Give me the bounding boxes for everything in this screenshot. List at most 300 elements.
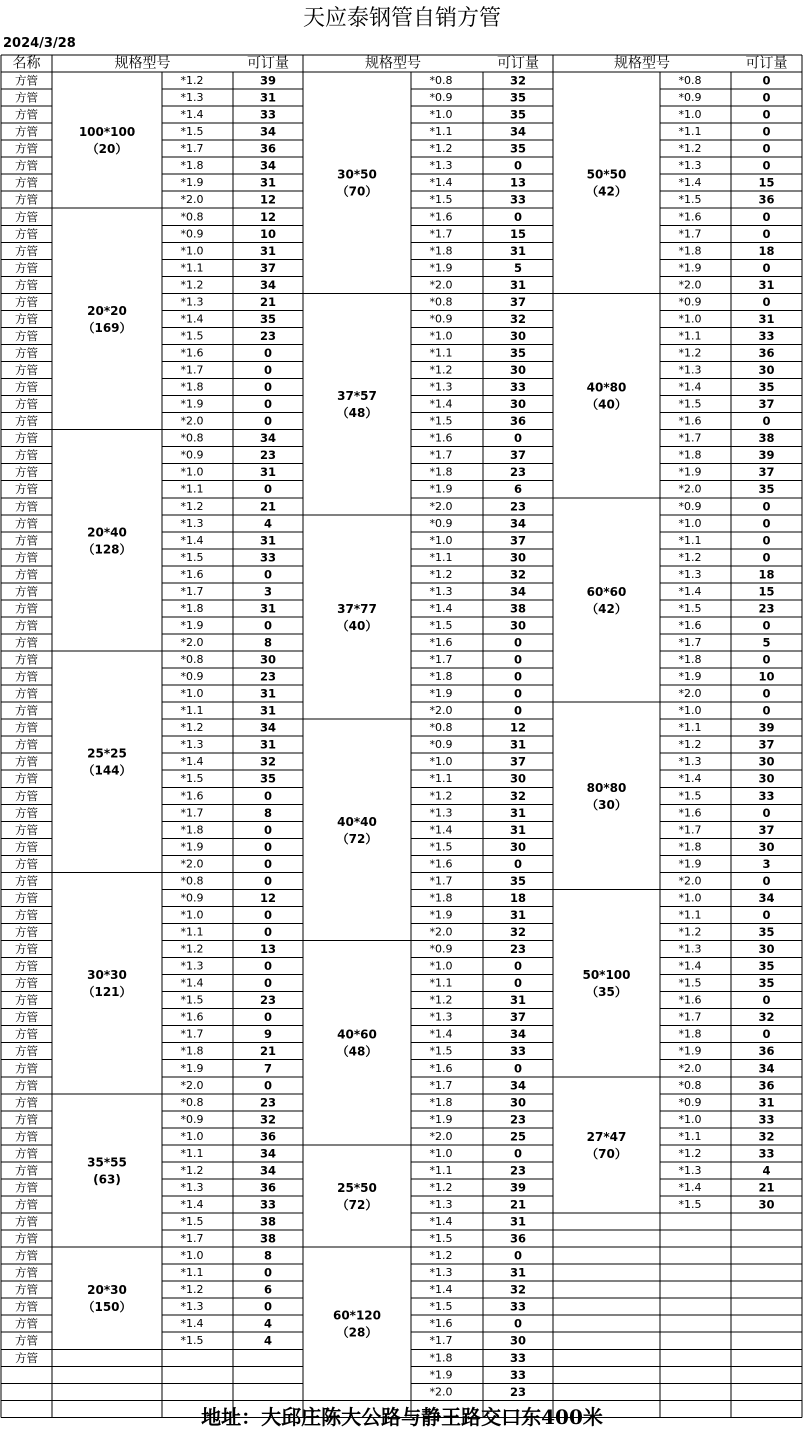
qty-value: 0 [762,90,771,105]
spec-value: *2.0 [429,1129,453,1143]
qty-value: 39 [758,720,775,735]
spec-value: *1.0 [678,516,702,530]
qty-value: 23 [259,669,277,684]
group-size: 35*55 [87,1155,127,1170]
spec-value: *1.5 [180,329,204,343]
group-size: 20*30 [87,1283,127,1298]
qty-value: 15 [509,226,527,241]
spec-value: *1.3 [429,380,453,394]
qty-value: 32 [509,788,527,803]
row-name: 方管 [15,890,38,905]
qty-value: 0 [263,839,273,854]
qty-value: 0 [263,1299,273,1314]
qty-value: 15 [758,584,775,599]
qty-value: 37 [758,397,775,412]
qty-value: 23 [509,1163,527,1178]
spec-value: *0.8 [429,295,453,309]
qty-value: 31 [509,993,527,1008]
qty-value: 31 [259,737,277,752]
row-name: 方管 [15,192,38,207]
qty-value: 30 [758,771,775,786]
spec-value: *1.0 [429,533,453,547]
qty-value: 0 [263,959,273,974]
qty-value: 37 [758,465,775,480]
row-name: 方管 [15,1027,38,1042]
qty-value: 36 [259,1180,277,1195]
qty-value: 0 [513,635,523,650]
spec-value: *1.3 [180,295,204,309]
group-total: （48） [336,1044,378,1059]
spec-value: *1.8 [429,891,453,905]
spec-value: *1.3 [429,1197,453,1211]
qty-value: 0 [762,533,771,548]
spec-value: *2.0 [180,193,204,207]
qty-value: 12 [259,192,277,207]
qty-value: 34 [259,1163,277,1178]
spec-value: *1.6 [429,210,453,224]
spec-value: *1.5 [678,601,702,615]
spec-value: *1.2 [180,942,204,956]
group-total: （169） [82,320,132,335]
qty-value: 23 [758,601,775,616]
qty-value: 38 [758,431,775,446]
group-total: （42） [586,601,627,616]
qty-value: 31 [509,277,527,292]
qty-value: 30 [758,839,775,854]
group-size: 25*50 [337,1180,377,1195]
group-size: 30*30 [87,968,127,983]
spec-value: *1.7 [678,431,702,445]
qty-value: 30 [758,363,775,378]
qty-value: 30 [259,652,277,667]
spec-value: *1.4 [429,601,453,615]
qty-value: 0 [263,1265,273,1280]
spec-value: *1.5 [180,125,204,139]
spec-value: *1.2 [429,363,453,377]
spec-value: *1.8 [180,823,204,837]
spec-value: *1.1 [429,125,453,139]
row-name: 方管 [15,959,38,974]
spec-value: *1.2 [180,1163,204,1177]
row-name: 方管 [15,1265,38,1280]
spec-value: *1.3 [429,159,453,173]
spec-value: *1.7 [429,653,453,667]
qty-value: 0 [513,856,523,871]
row-name: 方管 [15,839,38,854]
qty-value: 0 [762,294,771,309]
group-size: 25*25 [87,746,127,761]
spec-value: *0.9 [429,738,453,752]
qty-value: 35 [758,959,775,974]
spec-value: *1.5 [429,1300,453,1314]
spec-value: *1.1 [180,704,204,718]
spec-value: *1.1 [429,346,453,360]
qty-value: 5 [762,635,771,650]
qty-value: 8 [263,805,273,820]
spec-value: *2.0 [678,874,702,888]
spec-value: *1.9 [678,857,702,871]
row-name: 方管 [15,482,38,497]
spec-value: *1.1 [429,976,453,990]
spec-value: *1.7 [180,1232,204,1246]
group-total: （20） [86,142,128,157]
qty-value: 21 [259,1044,277,1059]
spec-value: *1.7 [678,227,702,241]
row-name: 方管 [15,1180,38,1195]
qty-value: 0 [263,380,273,395]
spec-value: *1.5 [429,414,453,428]
row-name: 方管 [15,1112,38,1127]
row-name: 方管 [15,294,38,309]
qty-value: 33 [758,1146,775,1161]
qty-value: 0 [762,226,771,241]
qty-value: 35 [509,345,527,360]
qty-value: 15 [758,175,775,190]
row-name: 方管 [15,465,38,480]
header-qty: 可订量 [247,55,289,72]
row-name: 方管 [15,516,38,531]
qty-value: 38 [509,601,527,616]
spec-value: *1.1 [678,533,702,547]
qty-value: 18 [758,243,775,258]
spec-value: *1.9 [429,482,453,496]
qty-value: 0 [263,822,273,837]
spec-value: *1.3 [180,1180,204,1194]
spec-value: *1.0 [678,891,702,905]
qty-value: 31 [259,465,277,480]
qty-value: 6 [513,482,523,497]
spec-value: *1.1 [180,1146,204,1160]
address-footer: 地址：大邱庄陈大公路与静王路交口东400米 [201,1405,603,1429]
qty-value: 31 [509,1265,527,1280]
qty-value: 35 [758,482,775,497]
spec-value: *1.7 [429,448,453,462]
spec-value: *0.8 [429,721,453,735]
spec-value: *1.2 [180,278,204,292]
spec-value: *1.6 [429,636,453,650]
qty-value: 6 [263,1282,273,1297]
qty-value: 21 [259,294,277,309]
group-total: （42） [586,184,627,199]
spec-value: *1.1 [180,925,204,939]
header-name: 名称 [12,55,41,72]
qty-value: 30 [758,754,775,769]
qty-value: 0 [263,482,273,497]
spec-value: *1.1 [678,1129,702,1143]
qty-value: 33 [509,380,527,395]
spec-value: *1.2 [678,142,702,156]
spec-value: *1.8 [678,840,702,854]
row-name: 方管 [15,1078,38,1093]
row-name: 方管 [15,73,38,88]
spec-value: *0.9 [180,1112,204,1126]
row-name: 方管 [15,1350,38,1365]
qty-value: 33 [259,107,277,122]
qty-value: 31 [259,601,277,616]
qty-value: 23 [509,465,527,480]
qty-value: 39 [758,448,775,463]
header-spec: 规格型号 [114,55,171,72]
qty-value: 8 [263,635,273,650]
qty-value: 0 [762,141,771,156]
qty-value: 33 [758,328,775,343]
qty-value: 12 [509,720,527,735]
qty-value: 23 [509,1384,527,1399]
spec-value: *1.4 [678,1180,702,1194]
qty-value: 32 [509,1282,527,1297]
spec-value: *1.1 [678,125,702,139]
qty-value: 0 [762,873,771,888]
qty-value: 8 [263,1248,273,1263]
qty-value: 0 [762,907,771,922]
qty-value: 34 [758,1061,775,1076]
spec-value: *1.3 [678,363,702,377]
spec-value: *0.9 [678,1095,702,1109]
qty-value: 31 [259,90,277,105]
qty-value: 33 [509,1367,527,1382]
group-total: （72） [336,831,378,846]
row-name: 方管 [15,993,38,1008]
qty-value: 21 [259,499,277,514]
qty-value: 33 [509,1044,527,1059]
row-name: 方管 [15,618,38,633]
spec-value: *0.8 [180,1095,204,1109]
qty-value: 32 [509,73,527,88]
qty-value: 33 [758,1112,775,1127]
row-name: 方管 [15,925,38,940]
row-name: 方管 [15,141,38,156]
qty-value: 34 [758,890,775,905]
spec-value: *1.3 [678,1163,702,1177]
spec-value: *1.8 [180,1044,204,1058]
spec-value: *1.3 [180,516,204,530]
group-size: 37*77 [337,601,377,616]
spec-value: *1.9 [180,397,204,411]
qty-value: 0 [513,669,523,684]
qty-value: 0 [762,414,771,429]
spec-value: *1.0 [180,1129,204,1143]
spec-value: *1.9 [429,908,453,922]
spec-value: *1.7 [180,1027,204,1041]
spec-value: *0.9 [429,516,453,530]
spec-value: *1.5 [180,1215,204,1229]
spec-value: *1.4 [429,823,453,837]
qty-value: 3 [762,856,771,871]
qty-value: 0 [513,976,523,991]
group-total: （35） [586,985,627,1000]
qty-value: 0 [513,209,523,224]
qty-value: 0 [513,1061,523,1076]
qty-value: 0 [263,856,273,871]
qty-value: 34 [259,158,277,173]
spec-value: *0.9 [678,499,702,513]
spec-value: *2.0 [429,925,453,939]
qty-value: 0 [762,550,771,565]
qty-value: 35 [509,141,527,156]
spec-value: *1.5 [678,976,702,990]
group-size: 40*80 [586,380,627,395]
spec-value: *1.4 [429,1215,453,1229]
spec-value: *1.6 [678,993,702,1007]
spec-value: *0.9 [429,312,453,326]
qty-value: 10 [259,226,277,241]
spec-value: *1.1 [180,482,204,496]
qty-value: 36 [758,1078,775,1093]
spec-value: *1.9 [429,261,453,275]
spec-value: *1.5 [678,789,702,803]
qty-value: 0 [762,209,771,224]
qty-value: 37 [509,533,527,548]
row-name: 方管 [15,499,38,514]
spec-value: *1.0 [678,312,702,326]
spec-value: *1.3 [180,91,204,105]
spec-value: *1.6 [678,414,702,428]
spec-value: *1.4 [678,584,702,598]
qty-value: 34 [509,516,527,531]
spec-value: *2.0 [678,482,702,496]
qty-value: 0 [263,1010,273,1025]
spec-value: *1.3 [180,959,204,973]
spec-value: *1.4 [429,397,453,411]
spec-value: *1.8 [429,465,453,479]
row-name: 方管 [15,243,38,258]
spec-value: *1.6 [429,1317,453,1331]
row-name: 方管 [15,1146,38,1161]
spec-value: *1.6 [429,857,453,871]
spec-value: *2.0 [429,499,453,513]
qty-value: 0 [263,618,273,633]
spec-value: *1.5 [678,397,702,411]
qty-value: 30 [758,1197,775,1212]
qty-value: 38 [259,1214,277,1229]
qty-value: 32 [259,1112,277,1127]
spec-value: *1.1 [429,1163,453,1177]
group-total: （150） [82,1300,132,1315]
row-name: 方管 [15,1282,38,1297]
spec-value: *1.8 [180,380,204,394]
qty-value: 34 [259,431,277,446]
spec-value: *1.2 [429,567,453,581]
row-name: 方管 [15,1316,38,1331]
qty-value: 0 [762,499,771,514]
qty-value: 33 [259,1197,277,1212]
group-total: （70） [586,1146,627,1161]
qty-value: 0 [513,1146,523,1161]
spec-value: *2.0 [678,278,702,292]
spec-value: *1.3 [180,738,204,752]
qty-value: 37 [509,294,527,309]
row-name: 方管 [15,805,38,820]
row-name: 方管 [15,686,38,701]
spec-value: *1.3 [429,1266,453,1280]
qty-value: 31 [758,277,775,292]
header-spec: 规格型号 [614,55,670,72]
qty-value: 0 [513,686,523,701]
qty-value: 0 [513,959,523,974]
spec-value: *2.0 [180,1078,204,1092]
qty-value: 30 [509,1333,527,1348]
row-name: 方管 [15,822,38,837]
spec-value: *1.5 [180,772,204,786]
qty-value: 34 [509,584,527,599]
spec-value: *1.9 [429,1368,453,1382]
qty-value: 30 [509,550,527,565]
qty-value: 35 [259,771,277,786]
report-date: 2024/3/28 [3,36,76,51]
spec-value: *0.9 [180,448,204,462]
qty-value: 35 [509,107,527,122]
spec-value: *0.9 [180,227,204,241]
qty-value: 0 [263,397,273,412]
row-name: 方管 [15,669,38,684]
row-name: 方管 [15,550,38,565]
spec-value: *1.4 [678,772,702,786]
spec-value: *2.0 [180,636,204,650]
qty-value: 37 [509,754,527,769]
spec-value: *1.8 [678,244,702,258]
spec-value: *1.0 [429,755,453,769]
spec-value: *1.0 [180,244,204,258]
header-qty: 可订量 [497,55,539,72]
spec-value: *1.5 [678,1197,702,1211]
qty-value: 34 [509,124,527,139]
spec-value: *0.8 [429,74,453,88]
qty-value: 0 [263,363,273,378]
group-total: （121） [82,985,132,1000]
qty-value: 13 [509,175,527,190]
qty-value: 33 [509,1299,527,1314]
qty-value: 12 [259,890,277,905]
spec-value: *0.8 [678,1078,702,1092]
spec-value: *1.8 [429,1095,453,1109]
row-name: 方管 [15,158,38,173]
qty-value: 35 [758,976,775,991]
spec-value: *1.7 [678,636,702,650]
spec-value: *1.8 [429,1351,453,1365]
spec-value: *1.2 [678,1146,702,1160]
qty-value: 0 [513,158,523,173]
group-size: 40*60 [337,1027,377,1042]
spec-value: *1.0 [678,1112,702,1126]
qty-value: 0 [762,805,771,820]
spec-value: *1.3 [678,159,702,173]
qty-value: 32 [758,1010,775,1025]
group-total: (63) [93,1172,121,1187]
qty-value: 31 [758,311,775,326]
qty-value: 23 [259,328,277,343]
spec-value: *1.4 [180,1317,204,1331]
spec-value: *0.9 [429,91,453,105]
row-name: 方管 [15,226,38,241]
qty-value: 4 [263,1316,273,1331]
qty-value: 32 [259,754,277,769]
qty-value: 30 [509,397,527,412]
qty-value: 4 [762,1163,771,1178]
spec-value: *1.6 [678,618,702,632]
row-name: 方管 [15,652,38,667]
spec-value: *1.6 [180,1010,204,1024]
qty-value: 32 [509,925,527,940]
header-qty: 可订量 [745,55,788,72]
spec-value: *1.0 [180,465,204,479]
row-name: 方管 [15,737,38,752]
row-name: 方管 [15,209,38,224]
spec-value: *1.9 [180,840,204,854]
qty-value: 12 [259,209,277,224]
row-name: 方管 [15,311,38,326]
qty-value: 0 [263,1078,273,1093]
qty-value: 35 [509,873,527,888]
